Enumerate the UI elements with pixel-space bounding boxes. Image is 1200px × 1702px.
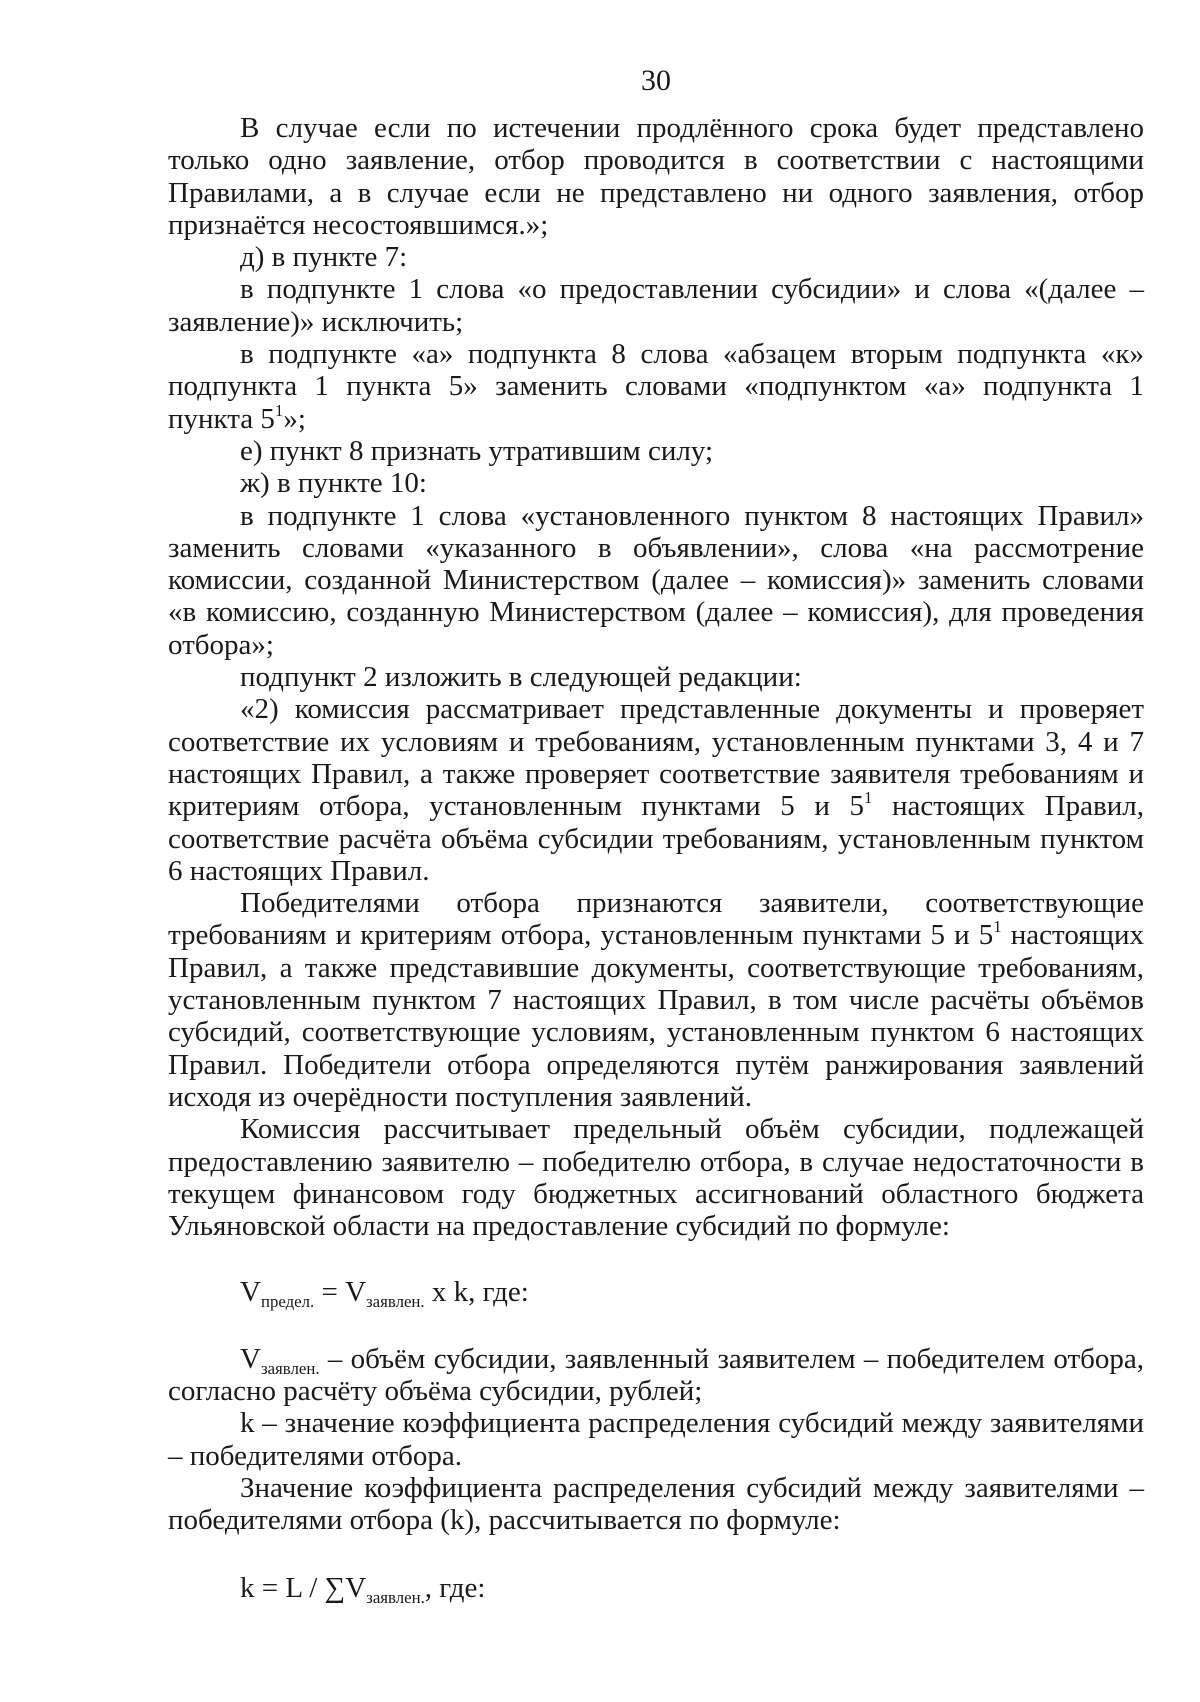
formula-text: = V — [314, 1276, 367, 1309]
subscript: заявлен. — [366, 1588, 425, 1608]
subscript: заявлен. — [366, 1292, 425, 1312]
document-page — [168, 0, 1144, 1702]
formula-symbol: V — [240, 1342, 261, 1375]
paragraph-commission-review — [168, 693, 1144, 887]
text-run: – объём субсидии, заявленный заявителем – победителем отбора, согласно расчёту объёма субсидии, рублей; — [168, 1342, 1144, 1407]
text-run: »; — [283, 402, 306, 435]
paragraph-winners — [168, 887, 1144, 1113]
paragraph-subitem-1-replace: в подпункте 1 слова «установленного пунктом 8 настоящих Правил» заменить словами «указанного в объявлении», слова «на рассмотрение комиссии, созданной Министерством (далее – комиссия)» заменить словами «в комиссию, созданную Министерством (далее – комиссия), для проведения отбора»; — [168, 499, 1144, 661]
paragraph-limit-calculation: Комиссия рассчитывает предельный объём субсидии, подлежащей предоставлению заявителю – победителю отбора, в случае недостаточности в текущем финансовом году бюджетных ассигнований областного бюджета Ульяновской области на предоставление субсидий по формуле: — [168, 1113, 1144, 1243]
superscript: 1 — [274, 400, 284, 420]
superscript: 1 — [993, 917, 1002, 937]
text-run: Победителями отбора признаются заявители, соответствующие требованиям и критериям отбора, установленным пунктами 5 и 5 — [168, 887, 1144, 952]
paragraph-item-d: д) в пункте 7: — [240, 241, 408, 274]
text-run: в подпункте «а» подпункта 8 слова «абзацем вторым подпункта «к» подпункта 1 пункта 5» заменить словами «подпунктом «а» подпункта 1 пункта 5 — [168, 338, 1144, 435]
formula-text: k = L / ∑V — [240, 1572, 367, 1605]
subscript: предел. — [260, 1292, 315, 1312]
text-run: настоящих Правил, соответствие расчёта объёма субсидии требованиям, установленным пунктом 6 настоящих Правил. — [168, 790, 1144, 887]
formula-symbol: V — [240, 1276, 261, 1309]
paragraph-item-zh: ж) в пункте 10: — [240, 467, 427, 500]
paragraph-extended-deadline: В случае если по истечении продлённого срока будет представлено только одно заявление, отбор проводится в соответствии с настоящими Правилами, а в случае если не представлено ни одного заявления, отбор признаётся несостоявшимся.»; — [168, 112, 1144, 241]
paragraph-subitem-2-intro: подпункт 2 изложить в следующей редакции: — [240, 661, 802, 694]
paragraph-k-formula-intro: Значение коэффициента распределения субсидий между заявителями – победителями отбора (k), рассчитывается по формуле: — [168, 1471, 1144, 1537]
paragraph-subitem-1-exclude: в подпункте 1 слова «о предоставлении субсидии» и слова «(далее – заявление)» исключить; — [168, 273, 1144, 338]
paragraph-item-e: е) пункт 8 признать утратившим силу; — [240, 434, 714, 467]
paragraph-declared-volume-definition — [168, 1343, 1144, 1408]
paragraph-k-definition: k – значение коэффициента распределения субсидий между заявителями – победителями отбора. — [168, 1407, 1144, 1472]
subscript: заявлен. — [260, 1358, 320, 1378]
superscript: 1 — [863, 788, 873, 808]
page-number: 30 — [641, 64, 671, 97]
formula-text: , где: — [424, 1572, 486, 1605]
paragraph-subitem-a-replace — [168, 338, 1144, 435]
document-body — [168, 112, 1144, 1608]
text-run: «2) комиссия рассматривает представленные документы и проверяет соответствие их условиям и требованиям, установленным пунктами 3, 4 и 7 настоящих Правил, а также проверяет соответствие заявителя требованиям и критериям отбора, установленным пунктами 5 и 5 — [168, 693, 1144, 823]
text-run: настоящих Правил, а также представившие документы, соответствующие требованиям, установленным пунктом 7 настоящих Правил, в том числе расчёты объёмов субсидий, соответствующие условиям, установленным пунктом 6 настоящих Правил. Победители отбора определяются путём ранжирования заявлений исходя из очерёдности поступления заявлений. — [168, 919, 1144, 1113]
formula-text: x k, где: — [424, 1276, 529, 1309]
formula-k-coefficient — [168, 1572, 1144, 1608]
formula-limit-volume — [168, 1276, 1144, 1312]
